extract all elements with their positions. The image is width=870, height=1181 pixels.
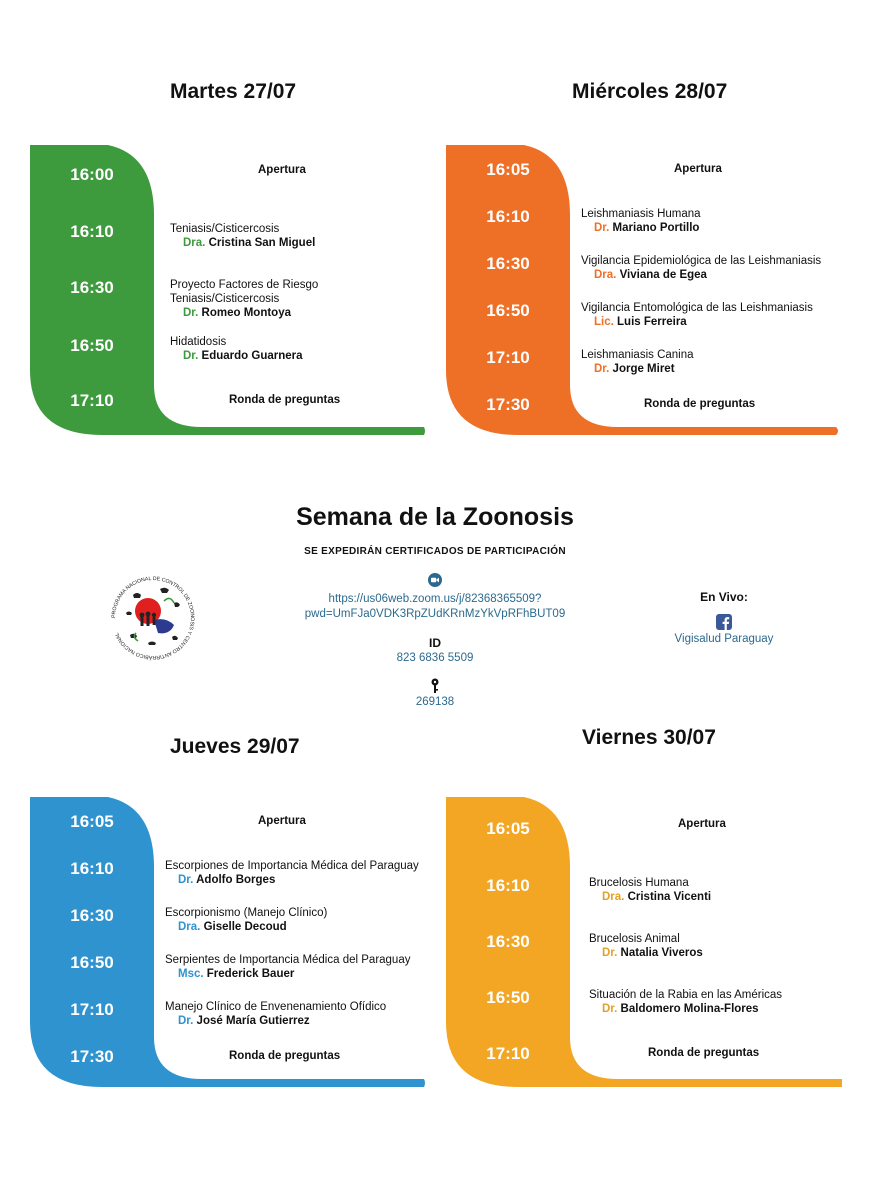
talk-item xyxy=(165,859,419,887)
time-slot: 16:30 xyxy=(486,932,530,951)
time-slot: 17:30 xyxy=(486,395,530,414)
day-title-thursday: Jueves 29/07 xyxy=(170,735,300,758)
schedule-panel-tuesday xyxy=(30,145,426,435)
speaker-title: Lic. xyxy=(594,316,614,328)
closing-label: Ronda de preguntas xyxy=(229,1050,341,1062)
speaker-title: Dr. xyxy=(183,307,199,319)
zoom-camera-icon[interactable] xyxy=(428,573,442,587)
time-slot: 17:10 xyxy=(486,348,530,367)
talk-topic: Vigilancia Epidemiológica de las Leishmaniasis xyxy=(581,255,822,267)
schedule-panel-wednesday xyxy=(446,145,842,435)
day-title-friday: Viernes 30/07 xyxy=(582,726,716,749)
time-slot: 17:30 xyxy=(70,1047,114,1066)
time-slot: 16:10 xyxy=(70,859,114,878)
speaker-title: Dra. xyxy=(602,891,625,903)
time-slot: 16:50 xyxy=(486,301,530,320)
speaker-name: Cristina San Miguel xyxy=(208,237,316,249)
time-slot: 16:50 xyxy=(70,336,114,355)
speaker-title: Dr. xyxy=(594,363,610,375)
speaker-title: Dr. xyxy=(602,1003,618,1015)
time-slot: 17:10 xyxy=(70,391,114,410)
speaker-name: Jorge Miret xyxy=(612,363,675,375)
time-slot: 16:30 xyxy=(486,254,530,273)
time-slot: 16:05 xyxy=(486,160,530,179)
day-title-wednesday: Miércoles 28/07 xyxy=(572,80,728,103)
meeting-id: 823 6836 5509 xyxy=(396,652,474,664)
talk-topic: Leishmaniasis Humana xyxy=(581,208,701,220)
speaker-title: Dra. xyxy=(594,269,617,281)
day-title-tuesday: Martes 27/07 xyxy=(170,80,297,103)
talk-item xyxy=(589,876,711,904)
closing-label: Ronda de preguntas xyxy=(648,1047,760,1059)
talk-item xyxy=(581,207,701,235)
time-slot: 16:30 xyxy=(70,278,114,297)
speaker-title: Dr. xyxy=(178,874,194,886)
time-slot: 16:10 xyxy=(486,207,530,226)
live-label: En Vivo: xyxy=(700,590,748,604)
speaker-name: Viviana de Egea xyxy=(619,269,707,281)
schedule-panel-thursday xyxy=(30,797,426,1087)
event-title: Semana de la Zoonosis xyxy=(296,503,574,531)
zoonosis-program-logo xyxy=(108,573,198,663)
zoom-link[interactable] xyxy=(300,592,570,622)
schedule-panel-friday xyxy=(446,797,842,1087)
speaker-name: Mariano Portillo xyxy=(612,222,700,234)
speaker-title: Dra. xyxy=(183,237,206,249)
talk-item xyxy=(165,953,410,981)
talk-item xyxy=(165,1000,386,1028)
talk-topic-line2: Teniasis/Cisticercosis xyxy=(170,293,280,305)
speaker-name: Adolfo Borges xyxy=(196,874,276,886)
talk-topic: Serpientes de Importancia Médica del Paraguay xyxy=(165,954,411,966)
speaker-name: Eduardo Guarnera xyxy=(201,350,303,362)
time-slot: 16:30 xyxy=(70,906,114,925)
talk-topic: Brucelosis Animal xyxy=(589,933,680,945)
certificate-note: SE EXPEDIRÁN CERTIFICADOS DE PARTICIPACIÓN xyxy=(304,546,566,557)
talk-item xyxy=(581,301,813,329)
talk-topic: Leishmaniasis Canina xyxy=(581,349,694,361)
opening-label: Apertura xyxy=(674,163,722,175)
speaker-title: Dr. xyxy=(178,1015,194,1027)
talk-topic: Escorpionismo (Manejo Clínico) xyxy=(165,907,328,919)
speaker-title: Dr. xyxy=(183,350,199,362)
facebook-icon[interactable] xyxy=(716,614,732,630)
passcode: 269138 xyxy=(415,696,455,708)
talk-topic: Teniasis/Cisticercosis xyxy=(170,223,280,235)
talk-topic: Brucelosis Humana xyxy=(589,877,689,889)
speaker-title: Msc. xyxy=(178,968,204,980)
speaker-title: Dra. xyxy=(178,921,201,933)
speaker-name: Luis Ferreira xyxy=(617,316,687,328)
talk-item xyxy=(581,254,821,282)
speaker-name: Giselle Decoud xyxy=(203,921,287,933)
speaker-name: Baldomero Molina-Flores xyxy=(620,1003,759,1015)
talk-topic: Proyecto Factores de Riesgo xyxy=(170,279,319,291)
key-icon xyxy=(431,678,439,694)
facebook-page-name[interactable]: Vigisalud Paraguay xyxy=(674,633,774,645)
talk-item xyxy=(165,906,327,934)
speaker-name: Romeo Montoya xyxy=(201,307,291,319)
talk-topic: Vigilancia Entomológica de las Leishmaniasis xyxy=(581,302,813,314)
speaker-name: Natalia Viveros xyxy=(620,947,703,959)
time-slot: 16:05 xyxy=(486,819,530,838)
time-slot: 16:50 xyxy=(486,988,530,1007)
opening-label: Apertura xyxy=(258,164,306,176)
time-slot: 16:50 xyxy=(70,953,114,972)
speaker-name: Cristina Vicenti xyxy=(627,891,712,903)
time-slot: 17:10 xyxy=(70,1000,114,1019)
time-slot: 16:00 xyxy=(70,165,114,184)
closing-label: Ronda de preguntas xyxy=(229,394,341,406)
talk-topic: Hidatidosis xyxy=(170,336,227,348)
talk-topic: Situación de la Rabia en las Américas xyxy=(589,989,783,1001)
panel-shape xyxy=(446,145,842,435)
speaker-title: Dr. xyxy=(594,222,610,234)
talk-item xyxy=(581,348,694,376)
talk-item xyxy=(589,988,782,1016)
zoom-link-line2[interactable]: pwd=UmFJa0VDK3RpZUdKRnMzYkVpRFhBUT09 xyxy=(304,608,566,620)
time-slot: 16:10 xyxy=(486,876,530,895)
talk-item xyxy=(170,222,315,250)
time-slot: 16:05 xyxy=(70,812,114,831)
talk-item xyxy=(170,278,318,320)
panel-shape xyxy=(30,797,426,1087)
meeting-id-label: ID xyxy=(429,636,441,650)
zoom-link-line1[interactable]: https://us06web.zoom.us/j/82368365509? xyxy=(328,593,542,605)
opening-label: Apertura xyxy=(678,818,726,830)
opening-label: Apertura xyxy=(258,815,306,827)
time-slot: 17:10 xyxy=(486,1044,530,1063)
time-slot: 16:10 xyxy=(70,222,114,241)
speaker-title: Dr. xyxy=(602,947,618,959)
closing-label: Ronda de preguntas xyxy=(644,398,756,410)
logo-text: PROGRAMA NACIONAL DE CONTROL DE ZOONOSIS Y CENTRO ANTIRRÁBICO NACIONAL xyxy=(110,575,196,661)
talk-topic: Escorpiones de Importancia Médica del Paraguay xyxy=(165,860,419,872)
talk-item xyxy=(589,932,703,960)
talk-item xyxy=(170,335,303,363)
talk-topic: Manejo Clínico de Envenenamiento Ofídico xyxy=(165,1001,387,1013)
speaker-name: José María Gutierrez xyxy=(196,1015,310,1027)
speaker-name: Frederick Bauer xyxy=(206,968,295,980)
